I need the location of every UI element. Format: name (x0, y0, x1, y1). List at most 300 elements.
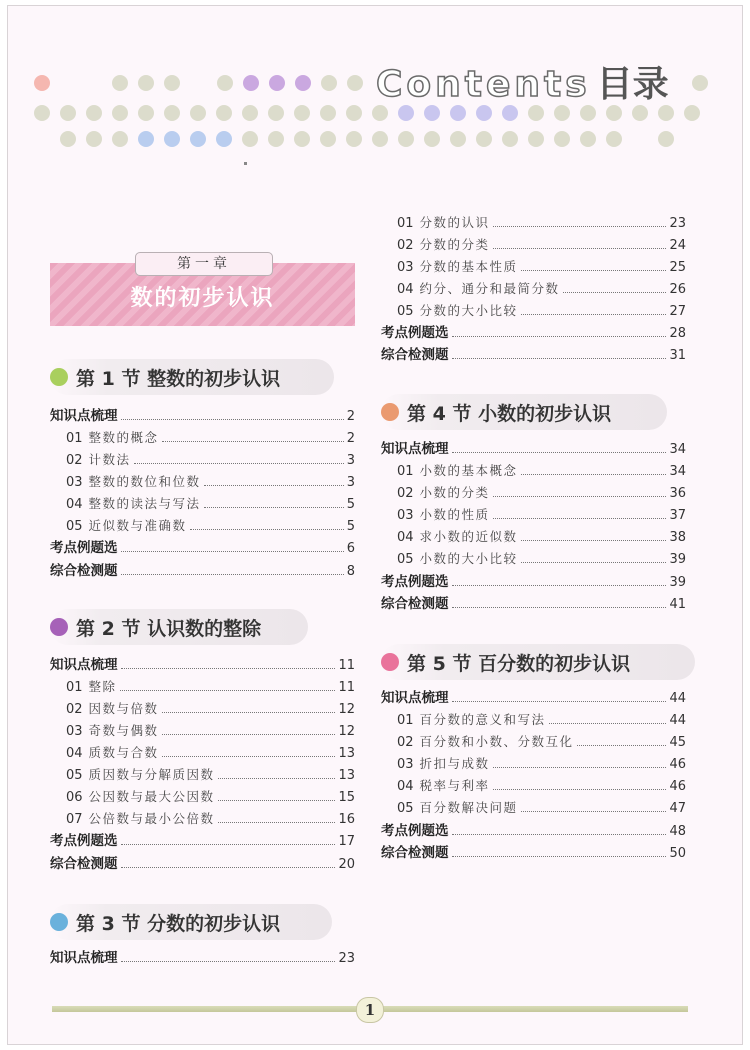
toc-page-number: 17 (338, 834, 355, 849)
decorative-dot (684, 105, 700, 121)
dot-leader (452, 585, 667, 586)
toc-page-number: 31 (669, 348, 686, 363)
toc-entry-label (66, 743, 159, 761)
dot-leader (162, 712, 336, 713)
dot-leader (493, 496, 667, 497)
decorative-dot (60, 105, 76, 121)
toc-page-number: 3 (346, 475, 355, 490)
decorative-dot (658, 105, 674, 121)
toc-entry-heading[interactable] (381, 437, 686, 457)
toc-entry-number: 02 (66, 702, 83, 717)
decorative-dot (34, 75, 50, 91)
decorative-dot (190, 131, 206, 147)
toc-entry-label (66, 765, 215, 783)
toc-entry-label (66, 450, 131, 468)
toc-page-number: 36 (669, 486, 686, 501)
toc-page-number: 23 (338, 951, 355, 966)
toc-page-number: 46 (669, 757, 686, 772)
decorative-dot (398, 105, 414, 121)
decorative-dot (347, 75, 363, 91)
toc-page-number: 48 (669, 824, 686, 839)
toc-page-number: 11 (338, 658, 355, 673)
decorative-dot (217, 75, 233, 91)
decorative-dot (372, 105, 388, 121)
toc-entry[interactable] (397, 525, 686, 545)
toc-entry-heading[interactable] (381, 841, 686, 861)
toc-entry-text: 整除 (88, 679, 117, 694)
toc-entry-label (397, 710, 546, 728)
decorative-dot (692, 75, 708, 91)
toc-entry-number: 01 (397, 464, 414, 479)
toc-page-number: 11 (338, 680, 355, 695)
toc-page-number: 44 (669, 691, 686, 706)
toc-entry-text: 整数的读法与写法 (88, 496, 201, 511)
toc-page-number: 6 (346, 541, 355, 556)
decorative-dot (86, 105, 102, 121)
decorative-dot (502, 131, 518, 147)
toc-entry-label (66, 677, 117, 695)
toc-entry-heading[interactable] (381, 592, 686, 612)
dot-leader (452, 607, 667, 608)
toc-page-number: 15 (338, 790, 355, 805)
dot-leader (563, 292, 667, 293)
toc-entry-label (66, 699, 159, 717)
dot-leader (121, 574, 344, 575)
dot-leader (190, 529, 344, 530)
decorative-dot (320, 105, 336, 121)
decorative-dot (164, 131, 180, 147)
toc-entry-text: 质因数与分解质因数 (88, 767, 215, 782)
toc-entry-label (66, 809, 215, 827)
toc-entry-label (66, 721, 159, 739)
toc-entry-text: 百分数和小数、分数互化 (419, 734, 574, 749)
toc-entry-label (397, 549, 518, 567)
toc-entry[interactable] (397, 481, 686, 501)
toc-entry-text: 因数与倍数 (88, 701, 159, 716)
toc-entry-label (397, 213, 490, 231)
toc-page-number: 50 (669, 846, 686, 861)
toc-entry-number: 06 (66, 790, 83, 805)
toc-entry[interactable] (397, 277, 686, 297)
toc-entry-heading[interactable] (381, 343, 686, 363)
toc-entry-label: 综合检测题 (381, 596, 449, 612)
toc-entry[interactable] (397, 796, 686, 816)
decorative-dot (346, 105, 362, 121)
toc-entry[interactable] (397, 547, 686, 567)
dot-leader (452, 358, 667, 359)
toc-entry-text: 整数的概念 (88, 430, 159, 445)
decorative-dot (138, 131, 154, 147)
decorative-dot (216, 105, 232, 121)
section-heading-1[interactable] (50, 359, 334, 395)
toc-entry-text: 计数法 (88, 452, 131, 467)
dot-leader (521, 540, 667, 541)
toc-entry-heading[interactable] (381, 321, 686, 341)
decorative-dot (554, 131, 570, 147)
toc-entry-number: 03 (397, 757, 414, 772)
decorative-dot (294, 131, 310, 147)
toc-entry-label (397, 257, 518, 275)
toc-entry-number: 04 (66, 497, 83, 512)
toc-entry-text: 折扣与成数 (419, 756, 490, 771)
toc-page-number: 8 (346, 564, 355, 579)
toc-entry-label (397, 301, 518, 319)
toc-entry-text: 分数的认识 (419, 215, 490, 230)
toc-entry-text: 小数的分类 (419, 485, 490, 500)
toc-page-number: 44 (669, 713, 686, 728)
decorative-dot (86, 131, 102, 147)
toc-entry-label: 综合检测题 (381, 347, 449, 363)
decorative-dot (268, 105, 284, 121)
toc-entry-label (397, 754, 490, 772)
toc-entry-text: 百分数解决问题 (419, 800, 518, 815)
decorative-dot (476, 131, 492, 147)
toc-entry-number: 05 (397, 304, 414, 319)
toc-entry-heading[interactable] (381, 819, 686, 839)
decorative-dot (269, 75, 285, 91)
page-number: 1 (356, 997, 384, 1023)
contents-page (7, 5, 743, 1045)
decorative-dot (502, 105, 518, 121)
toc-entry-text: 税率与利率 (419, 778, 490, 793)
toc-entry[interactable] (397, 730, 686, 750)
decorative-dot (164, 75, 180, 91)
toc-entry-number: 05 (66, 768, 83, 783)
toc-entry-number: 04 (397, 282, 414, 297)
dot-leader (134, 463, 344, 464)
section-label: 第 3 节 分数的初步认识 (76, 912, 281, 935)
toc-entry-label: 知识点梳理 (381, 441, 449, 457)
toc-page-number: 2 (346, 431, 355, 446)
toc-entry-number: 01 (397, 216, 414, 231)
toc-entry-label: 考点例题选 (50, 833, 118, 849)
toc-page-number: 20 (338, 857, 355, 872)
toc-entry-label: 考点例题选 (381, 823, 449, 839)
section-heading-2[interactable] (50, 609, 308, 645)
chapter-title: 数的初步认识 (130, 286, 275, 311)
toc-entry[interactable] (397, 708, 686, 728)
section-heading-5[interactable] (381, 644, 695, 680)
toc-entry[interactable] (66, 785, 355, 805)
toc-entry[interactable] (66, 448, 355, 468)
decorative-dot (243, 75, 259, 91)
toc-entry-number: 05 (397, 552, 414, 567)
section-heading-3[interactable] (50, 904, 332, 940)
toc-page-number: 39 (669, 575, 686, 590)
toc-entry-text: 小数的大小比较 (419, 551, 518, 566)
toc-entry[interactable] (397, 211, 686, 231)
toc-entry-number: 05 (66, 519, 83, 534)
toc-page-number: 41 (669, 597, 686, 612)
toc-entry[interactable] (66, 763, 355, 783)
toc-entry-number: 03 (66, 724, 83, 739)
decorative-dot (34, 105, 50, 121)
toc-entry[interactable] (397, 299, 686, 319)
dot-leader (493, 767, 667, 768)
toc-entry[interactable] (66, 470, 355, 490)
toc-entry-text: 分数的大小比较 (419, 303, 518, 318)
decorative-dot (580, 131, 596, 147)
dot-leader (120, 690, 336, 691)
decorative-dot (112, 75, 128, 91)
decorative-dot (164, 105, 180, 121)
toc-entry[interactable] (66, 426, 355, 446)
toc-entry-number: 04 (397, 530, 414, 545)
decorative-dot (528, 131, 544, 147)
dot-leader (577, 745, 667, 746)
section-label: 第 4 节 小数的初步认识 (407, 402, 612, 425)
toc-entry-number: 01 (66, 680, 83, 695)
dot-leader (493, 518, 667, 519)
decorative-dot (295, 75, 311, 91)
toc-entry-label (397, 279, 560, 297)
decorative-dot (606, 105, 622, 121)
toc-entry[interactable] (66, 514, 355, 534)
toc-entry-text: 小数的基本概念 (419, 463, 518, 478)
dot-leader (121, 668, 336, 669)
toc-entry-label (66, 494, 201, 512)
decorative-dot (424, 105, 440, 121)
toc-page-number: 34 (669, 442, 686, 457)
decorative-dot (242, 105, 258, 121)
toc-entry[interactable] (397, 255, 686, 275)
toc-entry-label: 考点例题选 (381, 325, 449, 341)
toc-page-number: 2 (346, 409, 355, 424)
dot-leader (493, 248, 667, 249)
toc-page-number: 26 (669, 282, 686, 297)
toc-entry-label (66, 516, 187, 534)
toc-entry-label (397, 235, 490, 253)
toc-entry-number: 04 (66, 746, 83, 761)
dot-leader (162, 756, 336, 757)
toc-page-number: 13 (338, 746, 355, 761)
toc-entry-label: 综合检测题 (50, 563, 118, 579)
toc-entry-label (397, 505, 490, 523)
decorative-dot (112, 131, 128, 147)
toc-entry-label (397, 776, 490, 794)
decorative-dot (138, 105, 154, 121)
toc-page-number: 5 (346, 497, 355, 512)
toc-entry-text: 百分数的意义和写法 (419, 712, 546, 727)
section-bullet-icon (381, 653, 399, 671)
toc-entry-label (66, 472, 201, 490)
toc-entry-label (397, 461, 518, 479)
decorative-dot (112, 105, 128, 121)
dot-leader (521, 314, 667, 315)
toc-page-number: 23 (669, 216, 686, 231)
dot-leader (121, 419, 344, 420)
toc-entry-label (397, 483, 490, 501)
toc-entry-heading[interactable] (50, 829, 355, 849)
contents-heading-chinese: 目录 (596, 64, 669, 105)
toc-entry-text: 质数与合数 (88, 745, 159, 760)
decorative-mark (244, 162, 247, 165)
toc-entry[interactable] (397, 752, 686, 772)
toc-page-number: 13 (338, 768, 355, 783)
toc-page-number: 12 (338, 724, 355, 739)
decorative-dot (321, 75, 337, 91)
dot-leader (452, 834, 667, 835)
toc-entry-label (397, 732, 574, 750)
toc-entry-number: 02 (66, 453, 83, 468)
section-bullet-icon (50, 913, 68, 931)
toc-entry-text: 分数的分类 (419, 237, 490, 252)
section-label: 第 5 节 百分数的初步认识 (407, 652, 631, 675)
decorative-dot (658, 131, 674, 147)
dot-leader (549, 723, 667, 724)
toc-entry-heading[interactable] (50, 404, 355, 424)
decorative-dot (632, 105, 648, 121)
toc-entry-number: 03 (397, 508, 414, 523)
dot-leader (452, 856, 667, 857)
toc-entry-number: 03 (66, 475, 83, 490)
toc-page-number: 25 (669, 260, 686, 275)
toc-entry-label (66, 787, 215, 805)
toc-entry[interactable] (397, 233, 686, 253)
dot-leader (204, 507, 344, 508)
decorative-dot (424, 131, 440, 147)
toc-entry-heading[interactable] (50, 536, 355, 556)
toc-entry-number: 04 (397, 779, 414, 794)
toc-entry-heading[interactable] (50, 653, 355, 673)
toc-entry[interactable] (66, 675, 355, 695)
dot-leader (452, 701, 667, 702)
toc-entry-heading[interactable] (381, 686, 686, 706)
section-heading-4[interactable] (381, 394, 667, 430)
dot-leader (121, 551, 344, 552)
section-label: 第 1 节 整数的初步认识 (76, 367, 281, 390)
decorative-dot (346, 131, 362, 147)
decorative-dot (138, 75, 154, 91)
chapter-banner (50, 256, 355, 326)
toc-entry[interactable] (397, 503, 686, 523)
toc-page-number: 3 (346, 453, 355, 468)
decorative-dot (190, 105, 206, 121)
toc-page-number: 39 (669, 552, 686, 567)
decorative-dot (60, 131, 76, 147)
toc-entry-label: 考点例题选 (50, 540, 118, 556)
toc-entry-label: 知识点梳理 (381, 690, 449, 706)
toc-entry-label: 考点例题选 (381, 574, 449, 590)
toc-page-number: 28 (669, 326, 686, 341)
toc-entry-label (397, 798, 518, 816)
toc-entry-label: 知识点梳理 (50, 950, 118, 966)
dot-leader (521, 270, 667, 271)
toc-entry[interactable] (66, 741, 355, 761)
toc-entry-text: 近似数与准确数 (88, 518, 187, 533)
toc-page-number: 12 (338, 702, 355, 717)
section-bullet-icon (50, 618, 68, 636)
toc-page-number: 46 (669, 779, 686, 794)
toc-entry[interactable] (397, 459, 686, 479)
toc-entry-number: 02 (397, 735, 414, 750)
dot-leader (218, 778, 336, 779)
decorative-dot (476, 105, 492, 121)
dot-leader (218, 822, 336, 823)
toc-entry[interactable] (397, 774, 686, 794)
dot-leader (121, 961, 336, 962)
toc-entry-number: 02 (397, 238, 414, 253)
dot-leader (521, 562, 667, 563)
toc-page-number: 24 (669, 238, 686, 253)
dot-leader (493, 226, 667, 227)
toc-entry-label: 知识点梳理 (50, 657, 118, 673)
decorative-dot (268, 131, 284, 147)
toc-entry[interactable] (66, 719, 355, 739)
toc-entry-number: 03 (397, 260, 414, 275)
dot-leader (121, 844, 336, 845)
decorative-dot (372, 131, 388, 147)
decorative-dot (398, 131, 414, 147)
toc-entry-label: 综合检测题 (381, 845, 449, 861)
toc-entry-heading[interactable] (50, 852, 355, 872)
toc-page-number: 45 (669, 735, 686, 750)
toc-entry-label: 知识点梳理 (50, 408, 118, 424)
decorative-dot (216, 131, 232, 147)
decorative-dot (242, 131, 258, 147)
decorative-dot (450, 105, 466, 121)
toc-entry[interactable] (66, 697, 355, 717)
toc-entry[interactable] (66, 807, 355, 827)
decorative-dot (528, 105, 544, 121)
section-bullet-icon (381, 403, 399, 421)
toc-page-number: 37 (669, 508, 686, 523)
toc-entry-label: 综合检测题 (50, 856, 118, 872)
toc-entry-text: 小数的性质 (419, 507, 490, 522)
dot-leader (521, 811, 667, 812)
toc-entry-text: 分数的基本性质 (419, 259, 518, 274)
toc-entry-text: 公倍数与最小公倍数 (88, 811, 215, 826)
decorative-dot (450, 131, 466, 147)
section-bullet-icon (50, 368, 68, 386)
toc-entry-heading[interactable] (50, 946, 355, 966)
contents-heading-english: Contents (376, 64, 591, 105)
dot-leader (452, 452, 667, 453)
toc-entry-label (397, 527, 518, 545)
toc-entry-label (66, 428, 159, 446)
toc-entry-number: 01 (66, 431, 83, 446)
toc-page-number: 47 (669, 801, 686, 816)
dot-leader (204, 485, 344, 486)
toc-entry-number: 05 (397, 801, 414, 816)
toc-page-number: 38 (669, 530, 686, 545)
decorative-dot (580, 105, 596, 121)
dot-leader (218, 800, 336, 801)
dot-leader (521, 474, 667, 475)
dot-leader (493, 789, 667, 790)
toc-entry-heading[interactable] (50, 559, 355, 579)
toc-page-number: 5 (346, 519, 355, 534)
toc-entry-heading[interactable] (381, 570, 686, 590)
toc-entry-text: 求小数的近似数 (419, 529, 518, 544)
toc-page-number: 16 (338, 812, 355, 827)
toc-entry[interactable] (66, 492, 355, 512)
toc-entry-text: 整数的数位和位数 (88, 474, 201, 489)
toc-entry-number: 02 (397, 486, 414, 501)
chapter-tag: 第一章 (135, 252, 273, 276)
dot-leader (162, 734, 336, 735)
section-label: 第 2 节 认识数的整除 (76, 617, 262, 640)
toc-entry-text: 约分、通分和最简分数 (419, 281, 560, 296)
decorative-dot (554, 105, 570, 121)
dot-leader (452, 336, 667, 337)
toc-entry-number: 07 (66, 812, 83, 827)
toc-entry-text: 公因数与最大公因数 (88, 789, 215, 804)
dot-leader (162, 441, 344, 442)
toc-entry-text: 奇数与偶数 (88, 723, 159, 738)
toc-page-number: 27 (669, 304, 686, 319)
toc-page-number: 34 (669, 464, 686, 479)
